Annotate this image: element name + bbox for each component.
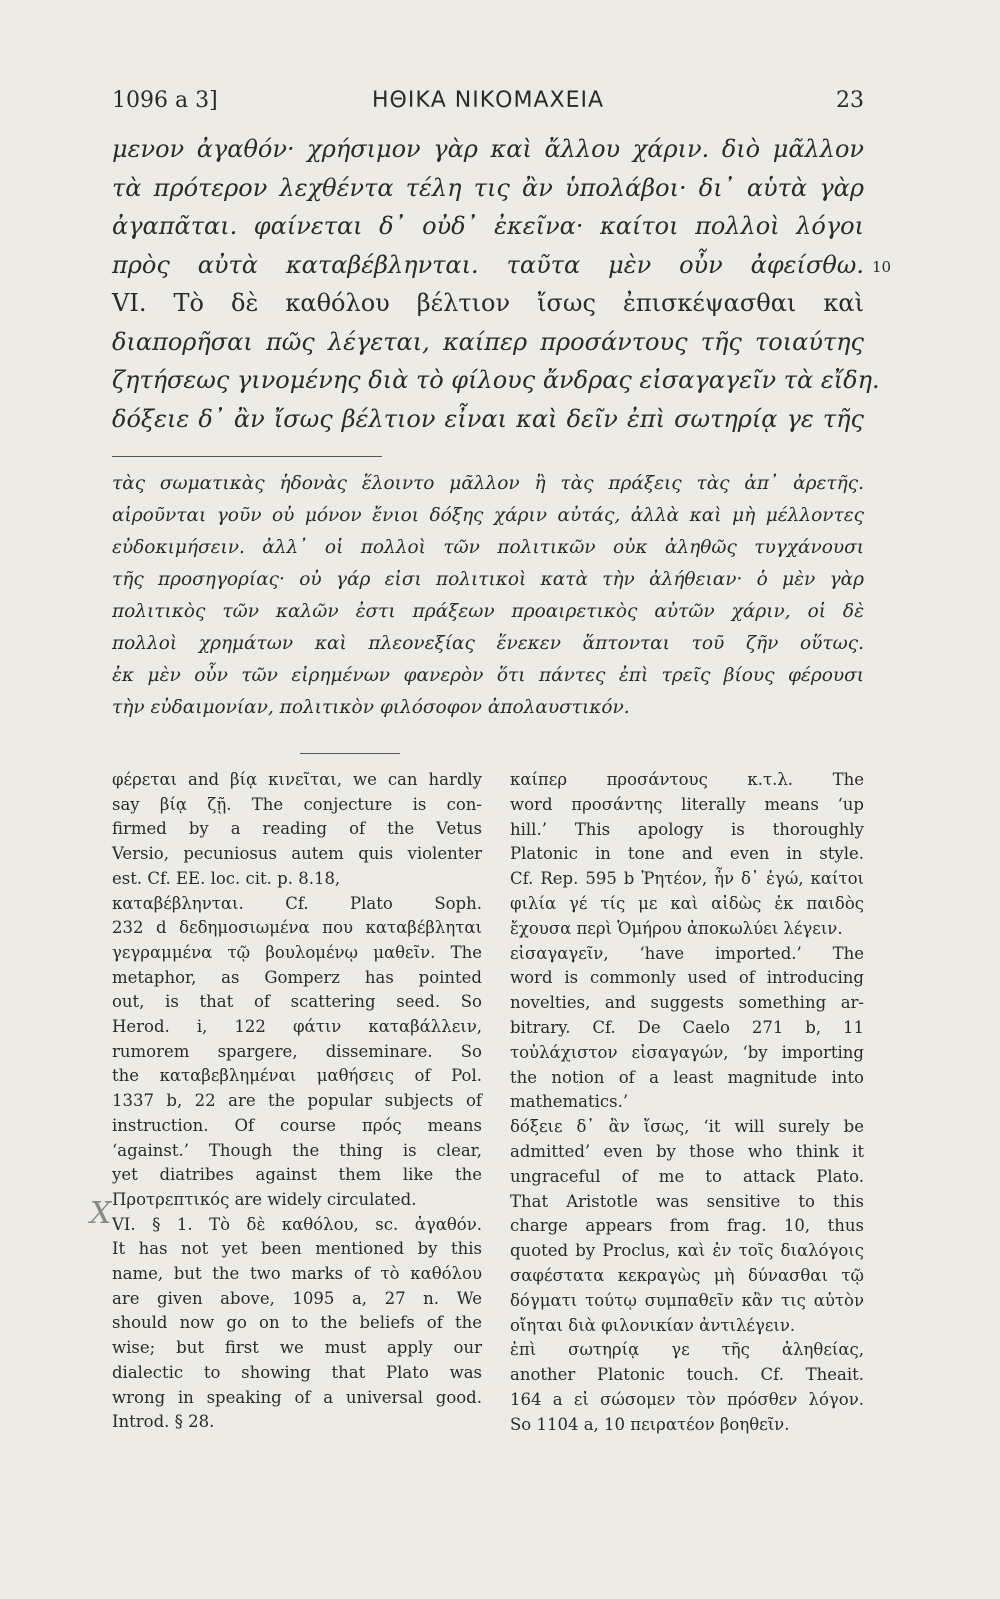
commentary-line: ἔχουσα περὶ Ὁμήρου ἀποκωλύει λέγειν.	[510, 918, 843, 938]
commentary-right-column	[510, 768, 864, 1438]
commentary-line: wise; but first we must apply our	[112, 1338, 482, 1358]
margin-pencil-mark: X	[90, 1196, 112, 1231]
commentary-line: admitted’ even by those who think it	[510, 1141, 864, 1161]
commentary-line: εἰσαγαγεῖν, ‘have imported.’ The	[510, 943, 864, 963]
commentary-line: name, but the two marks of τὸ καθόλου	[112, 1264, 482, 1284]
commentary-line: say βίᾳ ζῇ. The conjecture is con-	[112, 794, 482, 814]
commentary-line: instruction. Of course πρός means	[112, 1115, 482, 1135]
commentary-line: 232 d δεδημοσιωμένα που καταβέβληται	[112, 918, 482, 938]
commentary-line: should now go on to the beliefs of the	[112, 1313, 482, 1333]
quote-line: τὴν εὐδαιμονίαν, πολιτικὸν φιλόσοφον ἀπολαυστικόν.	[112, 697, 630, 718]
commentary-line: ἐπὶ σωτηρίᾳ γε τῆς ἀληθείας,	[510, 1340, 864, 1360]
section-reference: 1096 a 3]	[112, 88, 218, 113]
commentary-line: γεγραμμένα τῷ βουλομένῳ μαθεῖν. The	[112, 942, 482, 962]
running-header	[112, 88, 864, 122]
commentary-line: οἴηται διὰ φιλονικίαν ἀντιλέγειν.	[510, 1315, 796, 1335]
commentary-line: out, is that of scattering seed. So	[112, 992, 482, 1012]
commentary-line: σαφέστατα κεκραγὼς μὴ δύνασθαι τῷ	[510, 1265, 864, 1285]
commentary-line: quoted by Proclus, καὶ ἐν τοῖς διαλόγοις	[510, 1241, 864, 1261]
main-greek-text	[112, 130, 880, 438]
commentary-line: firmed by a reading of the Vetus	[112, 819, 482, 839]
text-line: VI. Τὸ δὲ καθόλου βέλτιον ἴσως ἐπισκέψασθαι καὶ	[112, 289, 864, 317]
commentary-line: the notion of a least magnitude into	[510, 1067, 864, 1087]
commentary-left-column	[112, 768, 482, 1435]
commentary-line: the καταβεβλημέναι μαθήσεις of Pol.	[112, 1066, 482, 1086]
commentary-line: φέρεται and βίᾳ κινεῖται, we can hardly	[112, 770, 482, 789]
page-title: ΗΘΙΚΑ ΝΙΚΟΜΑΧΕΙΑ	[371, 88, 605, 113]
commentary-line: τοὐλάχιστον εἰσαγαγών, ‘by importing	[510, 1042, 864, 1062]
commentary-line: wrong in speaking of a universal good.	[112, 1387, 482, 1407]
commentary-line: VI. § 1. Τὸ δὲ καθόλου, sc. ἀγαθόν.	[112, 1214, 482, 1234]
text-line: δόξειε δ᾽ ἂν ἴσως βέλτιον εἶναι καὶ δεῖν ἐπὶ σωτηρίᾳ γε τῆς	[112, 404, 864, 433]
commentary-line: charge appears from frag. 10, thus	[510, 1216, 864, 1236]
commentary-line: καταβέβληνται. Cf. Plato Soph.	[112, 893, 482, 913]
commentary-line: καίπερ προσάντους κ.τ.λ. The	[510, 770, 864, 789]
commentary-line: 164 a εἰ σώσομεν τὸν πρόσθεν λόγον.	[510, 1389, 864, 1409]
text-line: ἀγαπᾶται. φαίνεται δ᾽ οὐδ᾽ ἐκεῖνα· καίτοι πολλοὶ λόγοι	[112, 212, 864, 240]
commentary-line: rumorem spargere, disseminare. So	[112, 1041, 482, 1061]
text-line: διαπορῆσαι πῶς λέγεται, καίπερ προσάντους τῆς τοιαύτης	[112, 327, 864, 356]
divider	[300, 753, 400, 754]
commentary-line: Platonic in tone and even in style.	[510, 844, 864, 864]
quote-line: αἱροῦνται γοῦν οὐ μόνον ἔνιοι δόξης χάριν αὐτάς, ἀλλὰ καὶ μὴ μέλλοντες	[112, 505, 864, 526]
text-line: πρὸς αὐτὰ καταβέβληνται. ταῦτα μὲν οὖν ἀφείσθω.	[112, 250, 864, 279]
commentary-line: ungraceful of me to attack Plato.	[510, 1166, 864, 1186]
commentary-line: yet diatribes against them like the	[112, 1165, 482, 1185]
page-number: 23	[836, 88, 864, 113]
commentary-line: mathematics.’	[510, 1092, 629, 1112]
commentary-line: Versio, pecuniosus autem quis violenter	[112, 844, 482, 864]
commentary-line: δόξειε δ᾽ ἂν ἴσως, ‘it will surely be	[510, 1117, 864, 1137]
commentary-line: dialectic to showing that Plato was	[112, 1362, 482, 1382]
quote-line: πολιτικὸς τῶν καλῶν ἐστι πράξεων προαιρετικὸς αὐτῶν χάριν, οἱ δὲ	[112, 601, 864, 622]
commentary-line: Introd. § 28.	[112, 1412, 215, 1432]
quote-line: τῆς προσηγορίας· οὐ γάρ εἰσι πολιτικοὶ κατὰ τὴν ἀλήθειαν· ὁ μὲν γὰρ	[112, 569, 864, 590]
commentary-line: Cf. Rep. 595 b Ῥητέον, ἦν δ᾽ ἐγώ, καίτοι	[510, 869, 864, 889]
commentary-line: δόγματι τούτῳ συμπαθεῖν κἂν τις αὐτὸν	[510, 1290, 864, 1310]
commentary-line: another Platonic touch. Cf. Theait.	[510, 1365, 864, 1385]
commentary-line: Herod. i, 122 φάτιν καταβάλλειν,	[112, 1017, 482, 1037]
text-line: μενον ἀγαθόν· χρήσιμον γὰρ καὶ ἄλλου χάριν. διὸ μᾶλλον	[112, 135, 864, 163]
commentary-line: It has not yet been mentioned by this	[112, 1239, 482, 1259]
quote-line: εὐδοκιμήσειν. ἀλλ᾽ οἱ πολλοὶ τῶν πολιτικῶν οὐκ ἀληθῶς τυγχάνουσι	[112, 537, 864, 558]
commentary-line: Προτρεπτικός are widely circulated.	[112, 1189, 417, 1209]
text-line: ζητήσεως γινομένης διὰ τὸ φίλους ἄνδρας εἰσαγαγεῖν τὰ εἴδη.	[112, 366, 880, 394]
quote-line: ἐκ μὲν οὖν τῶν εἰρημένων φανερὸν ὅτι πάντες ἐπὶ τρεῖς βίους φέρουσι	[112, 665, 864, 686]
divider	[112, 456, 382, 457]
commentary-line: are given above, 1095 a, 27 n. We	[112, 1288, 482, 1308]
commentary-line: ‘against.’ Though the thing is clear,	[112, 1140, 482, 1160]
commentary-line: φιλία γέ τίς με καὶ αἰδὼς ἐκ παιδὸς	[510, 893, 864, 913]
commentary-line: est. Cf. EE. loc. cit. p. 8.18,	[112, 868, 341, 888]
quote-line: τὰς σωματικὰς ἡδονὰς ἕλοιντο μᾶλλον ἢ τὰς πράξεις τὰς ἀπ᾽ ἀρετῆς.	[112, 473, 864, 494]
commentary-line: metaphor, as Gomperz has pointed	[112, 967, 482, 987]
commentary-line: So 1104 a, 10 πειρατέον βοηθεῖν.	[510, 1414, 790, 1434]
commentary-line: That Aristotle was sensitive to this	[510, 1191, 864, 1211]
commentary-line: word is commonly used of introducing	[510, 968, 864, 988]
commentary-line: 1337 b, 22 are the popular subjects of	[112, 1091, 482, 1111]
quote-line: πολλοὶ χρημάτων καὶ πλεονεξίας ἕνεκεν ἅπτονται τοῦ ζῆν οὕτως.	[112, 633, 864, 654]
text-line: τὰ πρότερον λεχθέντα τέλη τις ἂν ὑπολάβοι· δι᾽ αὑτὰ γὰρ	[112, 173, 864, 202]
commentary-line: word προσάντης literally means ‘up	[510, 794, 864, 814]
commentary-line: hill.’ This apology is thoroughly	[510, 819, 864, 839]
commentary-line: bitrary. Cf. De Caelo 271 b, 11	[510, 1017, 864, 1037]
line-number: 10	[872, 258, 892, 276]
commentary-line: novelties, and suggests something ar-	[510, 993, 864, 1013]
quoted-passage	[112, 468, 864, 724]
